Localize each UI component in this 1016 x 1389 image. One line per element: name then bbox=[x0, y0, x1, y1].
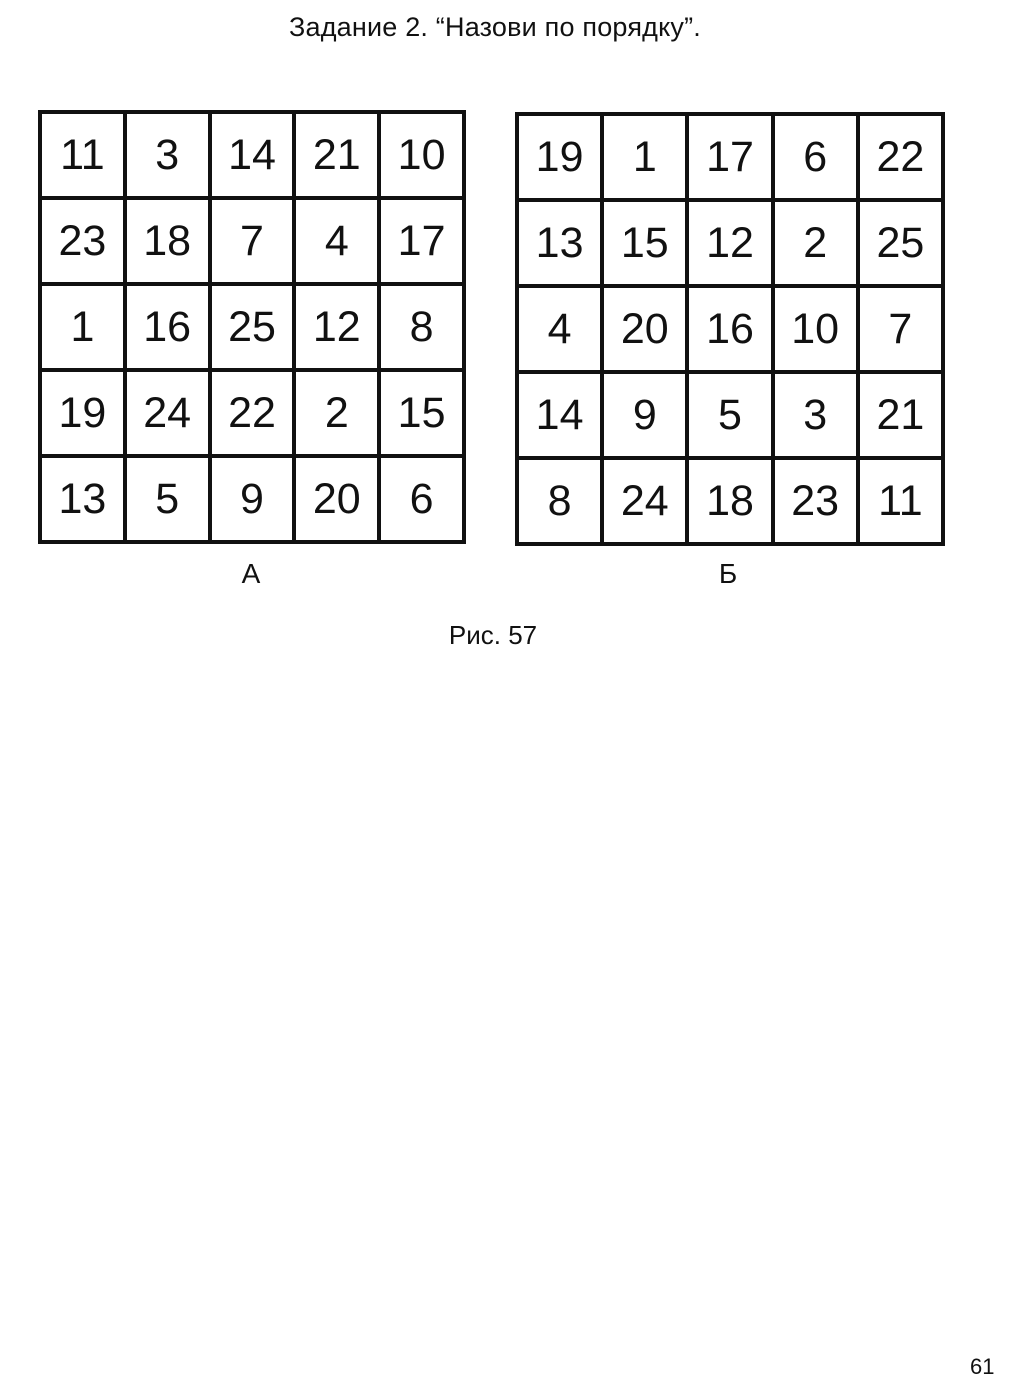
grid-cell: 18 bbox=[125, 198, 210, 284]
grid-cell: 6 bbox=[773, 114, 858, 200]
grid-cell: 22 bbox=[210, 370, 295, 456]
grid-cell: 1 bbox=[602, 114, 687, 200]
grid-cell: 15 bbox=[602, 200, 687, 286]
grid-cell: 19 bbox=[517, 114, 602, 200]
grid-cell: 20 bbox=[294, 456, 379, 542]
grid-cell: 4 bbox=[294, 198, 379, 284]
grid-cell: 17 bbox=[379, 198, 464, 284]
grid-cell: 23 bbox=[773, 458, 858, 544]
grid-cell: 16 bbox=[687, 286, 772, 372]
grid-cell: 13 bbox=[517, 200, 602, 286]
grid-cell: 21 bbox=[294, 112, 379, 198]
grid-cell: 3 bbox=[125, 112, 210, 198]
number-grid-b bbox=[515, 112, 945, 546]
grid-cell: 11 bbox=[40, 112, 125, 198]
grid-b-label: Б bbox=[718, 558, 738, 589]
grid-cell: 1 bbox=[40, 284, 125, 370]
grid-cell: 23 bbox=[40, 198, 125, 284]
grid-cell: 20 bbox=[602, 286, 687, 372]
grid-cell: 10 bbox=[379, 112, 464, 198]
grid-cell: 10 bbox=[773, 286, 858, 372]
grid-cell: 16 bbox=[125, 284, 210, 370]
number-grid-a bbox=[38, 110, 466, 544]
figure-caption: Рис. 57 bbox=[448, 620, 538, 650]
grid-cell: 12 bbox=[294, 284, 379, 370]
grid-cell: 7 bbox=[858, 286, 943, 372]
grid-cell: 24 bbox=[602, 458, 687, 544]
task-title: Задание 2. “Назови по порядку”. bbox=[288, 12, 702, 42]
grid-cell: 8 bbox=[379, 284, 464, 370]
grid-cell: 14 bbox=[517, 372, 602, 458]
grid-cell: 13 bbox=[40, 456, 125, 542]
grid-cell: 4 bbox=[517, 286, 602, 372]
grid-cell: 21 bbox=[858, 372, 943, 458]
grid-cell: 7 bbox=[210, 198, 295, 284]
grid-cell: 25 bbox=[858, 200, 943, 286]
grid-cell: 24 bbox=[125, 370, 210, 456]
grid-cell: 9 bbox=[602, 372, 687, 458]
grid-cell: 2 bbox=[294, 370, 379, 456]
grid-cell: 25 bbox=[210, 284, 295, 370]
grid-cell: 5 bbox=[687, 372, 772, 458]
grid-cell: 14 bbox=[210, 112, 295, 198]
grid-cell: 9 bbox=[210, 456, 295, 542]
grid-cell: 22 bbox=[858, 114, 943, 200]
grid-cell: 12 bbox=[687, 200, 772, 286]
grid-cell: 6 bbox=[379, 456, 464, 542]
grid-cell: 15 bbox=[379, 370, 464, 456]
page-number: 61 bbox=[970, 1354, 995, 1379]
grid-cell: 17 bbox=[687, 114, 772, 200]
grid-cell: 3 bbox=[773, 372, 858, 458]
grid-cell: 8 bbox=[517, 458, 602, 544]
grid-cell: 19 bbox=[40, 370, 125, 456]
grid-a-label: А bbox=[241, 558, 261, 589]
grid-cell: 5 bbox=[125, 456, 210, 542]
grid-cell: 18 bbox=[687, 458, 772, 544]
grid-cell: 11 bbox=[858, 458, 943, 544]
grid-cell: 2 bbox=[773, 200, 858, 286]
